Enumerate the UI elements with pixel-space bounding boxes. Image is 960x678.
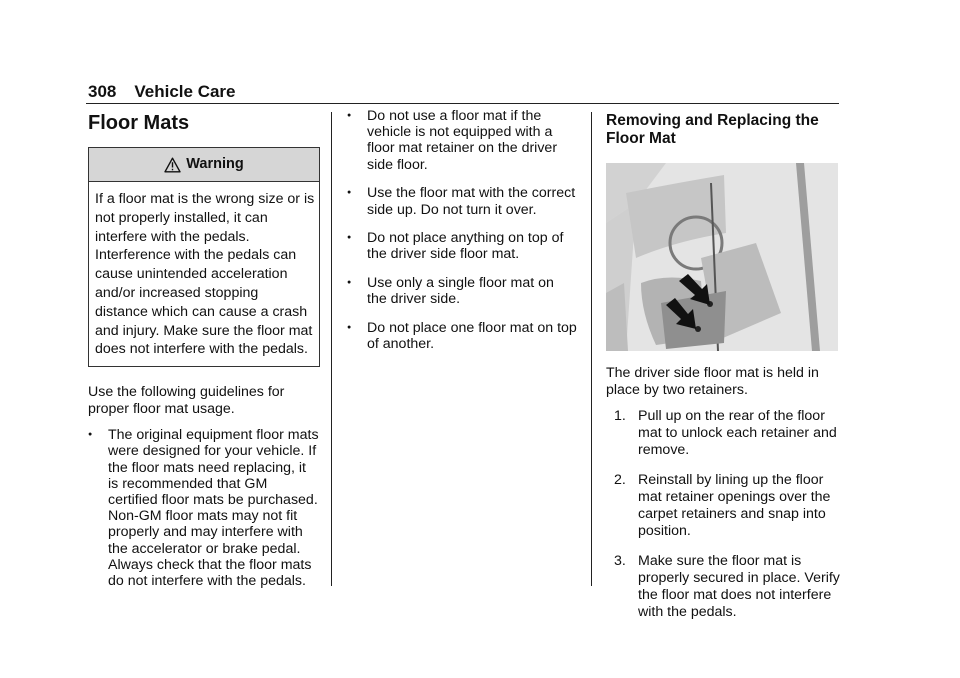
warning-box <box>88 147 320 367</box>
step-item <box>606 553 840 621</box>
page-number: 308 <box>88 82 117 101</box>
bullet-list-1 <box>86 427 320 589</box>
warning-header <box>89 148 319 182</box>
step-item <box>606 408 840 459</box>
column-2 <box>345 108 577 365</box>
step-number: 1. <box>614 408 626 424</box>
list-item: ● The original equipment floor mats were designed for your vehicle. If the floor mats need replacing, it is recommended that GM certified floor mats be purchased. Non-GM floor mats may not fit properly and may interfere with the accelerator or brake pedal. Always check that the floor mats do not interfere with the pedals. <box>86 427 320 589</box>
floor-mat-figure <box>606 163 838 351</box>
warning-title: Warning <box>186 155 244 172</box>
driver-floor-mat-illustration <box>606 163 838 351</box>
warning-body: If a floor mat is the wrong size or is not properly installed, it can interfere with the pedals. Interference with the pedals can cause unintended acceleration and/or increased stopping distance which can cause a crash and injury. Make sure the floor mat does not interfere with the pedals. <box>95 191 315 358</box>
column-divider <box>331 112 332 586</box>
removing-replacing-heading: Removing and Replacing the Floor Mat <box>606 112 819 147</box>
column-3 <box>606 108 840 634</box>
list-item: ● Use the floor mat with the correct side up. Do not turn it over. <box>345 185 577 217</box>
list-item: ● Do not place anything on top of the driver side floor mat. <box>345 230 577 262</box>
header-rule <box>86 103 839 104</box>
step-text: Make sure the floor mat is properly secured in place. Verify the floor mat does not interfere with the pedals. <box>638 553 840 620</box>
step-item <box>606 472 840 540</box>
numbered-steps <box>606 408 840 621</box>
floor-mats-heading: Floor Mats <box>88 112 190 134</box>
figure-caption: The driver side floor mat is held in place by two retainers. <box>606 365 819 398</box>
list-item: ● Do not place one floor mat on top of another. <box>345 320 577 352</box>
guidelines-intro: Use the following guidelines for proper floor mat usage. <box>88 384 285 417</box>
step-number: 3. <box>614 553 626 569</box>
column-divider <box>591 112 592 586</box>
section-title: Vehicle Care <box>134 82 236 101</box>
bullet-list-2 <box>345 108 577 352</box>
step-text: Pull up on the rear of the floor mat to unlock each retainer and remove. <box>638 408 837 458</box>
step-number: 2. <box>614 472 626 488</box>
column-1 <box>86 108 320 598</box>
list-item: ● Do not use a floor mat if the vehicle is not equipped with a floor mat retainer on the driver side floor. <box>345 108 577 173</box>
page-header <box>88 82 236 102</box>
step-text: Reinstall by lining up the floor mat retainer openings over the carpet retainers and snap into position. <box>638 472 831 539</box>
warning-triangle-icon <box>164 157 181 173</box>
list-item: ● Use only a single floor mat on the driver side. <box>345 275 577 307</box>
